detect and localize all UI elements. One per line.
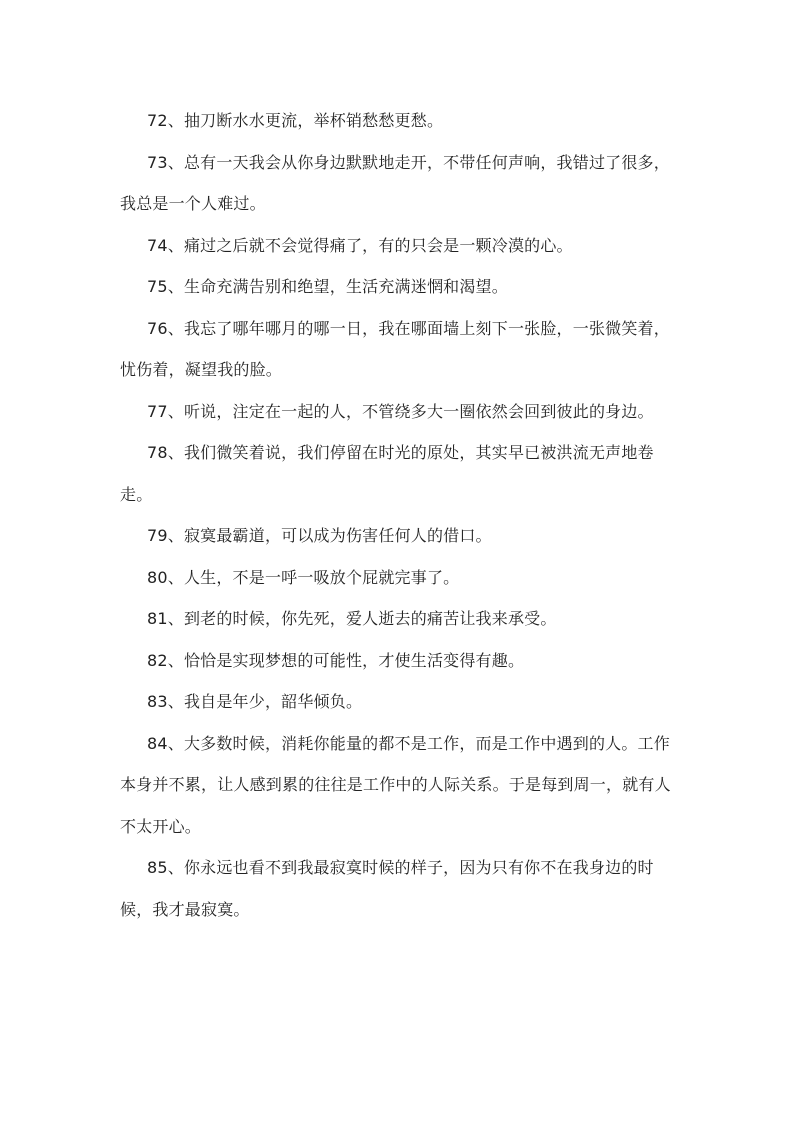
paragraph-80: 80、人生，不是一呼一吸放个屁就完事了。: [147, 567, 460, 587]
paragraph-77: 77、听说，注定在一起的人，不管绕多大一圈依然会回到彼此的身边。: [147, 401, 654, 421]
paragraph-75: 75、生命充满告别和绝望，生活充满迷惘和渴望。: [147, 277, 508, 296]
paragraph-78: 78、我们微笑着说，我们停留在时光的原处，其实早已被洪流无声地卷走。: [120, 443, 654, 504]
paragraph-73: 73、总有一天我会从你身边默默地走开，不带任何声响，我错过了很多，我总是一个人难过。: [120, 152, 670, 213]
paragraph-85: 85、你永远也看不到我最寂寞时候的样子，因为只有你不在我身边的时候，我才最寂寞。: [120, 858, 654, 919]
paragraph-82: 82、恰恰是实现梦想的可能性，才使生活变得有趣。: [147, 650, 525, 670]
paragraph-74: 74、痛过之后就不会觉得痛了，有的只会是一颗冷漠的心。: [147, 235, 573, 255]
paragraph-72: 72、抽刀断水水更流，举杯销愁愁更愁。: [147, 111, 444, 130]
paragraph-83: 83、我自是年少，韶华倾负。: [147, 692, 363, 711]
paragraph-79: 79、寂寞最霸道，可以成为伤害任何人的借口。: [147, 526, 492, 545]
paragraph-81: 81、到老的时候，你先死，爱人逝去的痛苦让我来承受。: [147, 609, 557, 628]
document-body: [120, 100, 675, 930]
paragraph-76: 76、我忘了哪年哪月的哪一日，我在哪面墙上刻下一张脸，一张微笑着，忧伤着，凝望我的脸。: [120, 318, 670, 379]
paragraph-84: 84、大多数时候，消耗你能量的都不是工作，而是工作中遇到的人。工作本身并不累，让人感到累的往往是工作中的人际关系。于是每到周一，就有人不太开心。: [120, 733, 671, 836]
